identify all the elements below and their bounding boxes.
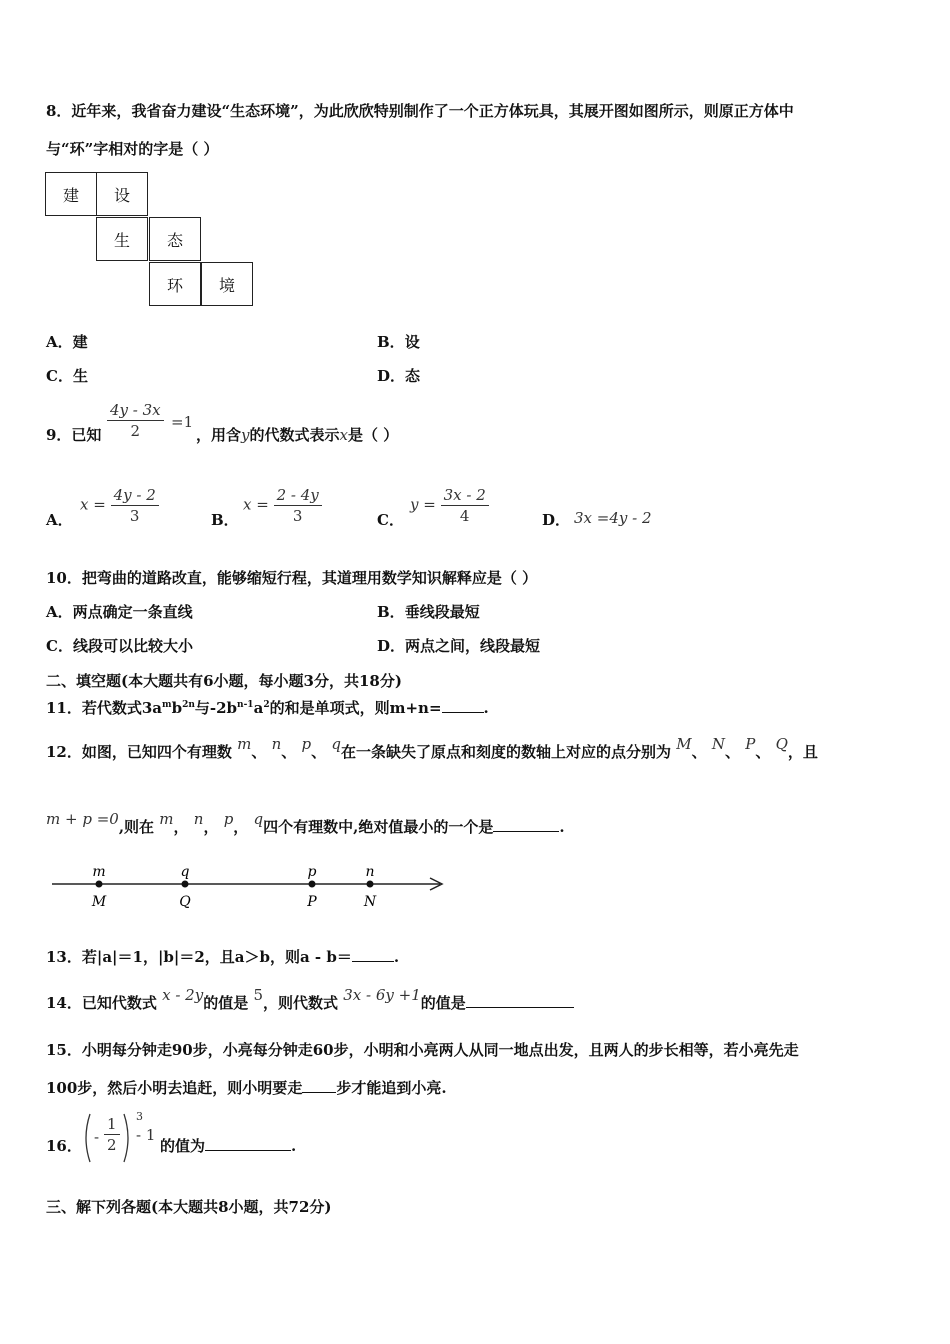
q9-option-b-label: B． — [211, 511, 239, 529]
net-cell: 态 — [149, 217, 201, 261]
q11-stem: 11．若代数式$3a^mb^{2n}$与$-2b^{n-1}a^2$的和是单项式，则m+n= . — [46, 699, 489, 717]
q12-stem-line2: m + p =0,则在 m， n， p， q四个有理数中,绝对值最小的一个是 . — [46, 810, 565, 836]
net-cell: 环 — [149, 262, 201, 306]
q8-option-b: B．设 — [377, 333, 420, 351]
net-cell: 生 — [96, 217, 148, 261]
q9-prefix: 9．已知 — [46, 426, 102, 444]
q9-option-a-label: A． — [46, 511, 73, 529]
q9-equals: =1 — [171, 413, 194, 431]
section-3-heading: 三、解下列各题(本大题共8小题，共72分) — [46, 1198, 332, 1216]
q15-stem-line2: 100步，然后小明去追赶，则小明要走 步才能追到小亮. — [46, 1079, 447, 1097]
q8-option-d: D．态 — [377, 367, 421, 385]
q16-suffix: 的值为 . — [160, 1137, 297, 1155]
label-Q: Q — [179, 894, 191, 910]
right-paren — [122, 1112, 134, 1164]
answer-blank[interactable] — [352, 947, 394, 962]
q8-stem-line1: 8．近年来，我省奋力建设“生态环境”，为此欣欣特别制作了一个正方体玩具，其展开图如图所示，则原正方体中 — [46, 102, 794, 120]
point-q — [182, 881, 189, 888]
label-N: N — [363, 894, 377, 910]
q8-option-c: C．生 — [46, 367, 88, 385]
section-2-heading: 二、填空题(本大题共有6小题，每小题3分，共18分) — [46, 672, 402, 690]
q14-stem: 14．已知代数式 x - 2y的值是 5，则代数式 3x - 6y +1的值是 — [46, 993, 574, 1013]
q10-stem: 10．把弯曲的道路改直，能够缩短行程，其道理用数学知识解释应是（ ） — [46, 569, 538, 587]
net-cell: 设 — [96, 172, 148, 216]
point-p — [309, 881, 316, 888]
answer-blank[interactable] — [442, 698, 484, 713]
net-cell: 境 — [201, 262, 253, 306]
q8-stem-line2: 与“环”字相对的字是（ ） — [46, 140, 219, 158]
label-q: q — [180, 864, 190, 880]
q9-option-c: y = $\frac{3x - 2}{4}$ — [410, 485, 489, 526]
label-p: p — [307, 864, 317, 880]
label-P: P — [307, 894, 317, 910]
answer-blank[interactable] — [493, 817, 559, 832]
label-n: n — [365, 864, 375, 880]
q9-option-b: x = $\frac{2 - 4y}{3}$ — [243, 485, 322, 526]
q10-option-b: B．垂线段最短 — [377, 603, 480, 621]
answer-blank[interactable] — [466, 993, 574, 1008]
exam-page: 8．近年来，我省奋力建设“生态环境”，为此欣欣特别制作了一个正方体玩具，其展开图如图所示，则原正方体中 与“环”字相对的字是（ ） 建 设 生 态 环 境 A．建 B．设 C．生 D．态 9．已知 $\frac{4y - 3x}{2}$ =1 ，用含y的代数式表示x是（ ） A． x = $\frac{4y - 2}{3}$ B． x = $\frac{2 - 4y}{3}$ C． y = $\frac{3x - 2}{4}$ D． 3x =4y - 2 10．把弯曲的道路改直，能够缩短行程，其道理用数学知识解释应是（ ） A．两点确定一条直线 B．垂线段最短 C．线段可以比较大小 D．两点之间，线段最短 二、填空题(本大题共有6小题，每小题3分，共18分) 11．若代数式$3a^mb^{2n}$与$-2b^{n-1}a^2$的和是单项式，则m+n= . 12．如图，已知四个有理数 m、 n、 p、 q在一条缺失了原点和刻度的数轴上对应的点分别为 M、 N、 P、 Q，且 m + p =0,则在 m， n， p， q四个有理数中,绝对值最小的一个是 . m q p n M Q P N 13．若|a|＝1，|b|＝2，且a＞b，则a - b＝ . 14．已知代数式 x - 2y的值是 5，则代数式 3x - 6y +1的值是 15．小明每分钟走90步，小亮每分钟走60步，小明和小亮两人从同一地点出发，且两人的步长相等，若小亮先走 100步，然后小明去追赶，则小明要走 步才能追到小亮. 16． - $\frac{1}{2}$ 3 - 1 的值为 . 三、解下列各题(本大题共8小题，共72分) — [46, 102, 818, 1216]
left-paren — [80, 1112, 92, 1164]
answer-blank[interactable] — [302, 1078, 336, 1093]
point-n — [367, 881, 374, 888]
label-M: M — [91, 894, 107, 910]
q10-option-d: D．两点之间，线段最短 — [377, 637, 541, 655]
answer-blank[interactable] — [205, 1136, 291, 1151]
q9-option-a: x = $\frac{4y - 2}{3}$ — [80, 485, 159, 526]
q16-number: 16． — [46, 1137, 82, 1155]
q9-fraction: $\frac{4y - 3x}{2}$ — [107, 400, 164, 441]
point-m — [96, 881, 103, 888]
q9-option-c-label: C． — [377, 511, 404, 529]
q10-option-a: A．两点确定一条直线 — [46, 603, 193, 621]
q9-option-d: 3x =4y - 2 — [574, 509, 652, 527]
q13-stem: 13．若|a|＝1，|b|＝2，且a＞b，则a - b＝ . — [46, 948, 400, 966]
number-line — [48, 858, 448, 914]
q12-stem-line1: 12．如图，已知四个有理数 m、 n、 p、 q在一条缺失了原点和刻度的数轴上对应的点分别为 M、 N、 P、 Q，且 — [46, 735, 818, 761]
q10-option-c: C．线段可以比较大小 — [46, 637, 193, 655]
net-cell: 建 — [45, 172, 97, 216]
q15-stem-line1: 15．小明每分钟走90步，小亮每分钟走60步，小明和小亮两人从同一地点出发，且两人的步长相等，若小亮先走 — [46, 1041, 799, 1059]
q9-option-d-label: D． — [542, 511, 571, 529]
q8-option-a: A．建 — [46, 333, 88, 351]
label-m: m — [92, 864, 106, 880]
q9-stem: ，用含y的代数式表示x是（ ） — [196, 426, 399, 444]
